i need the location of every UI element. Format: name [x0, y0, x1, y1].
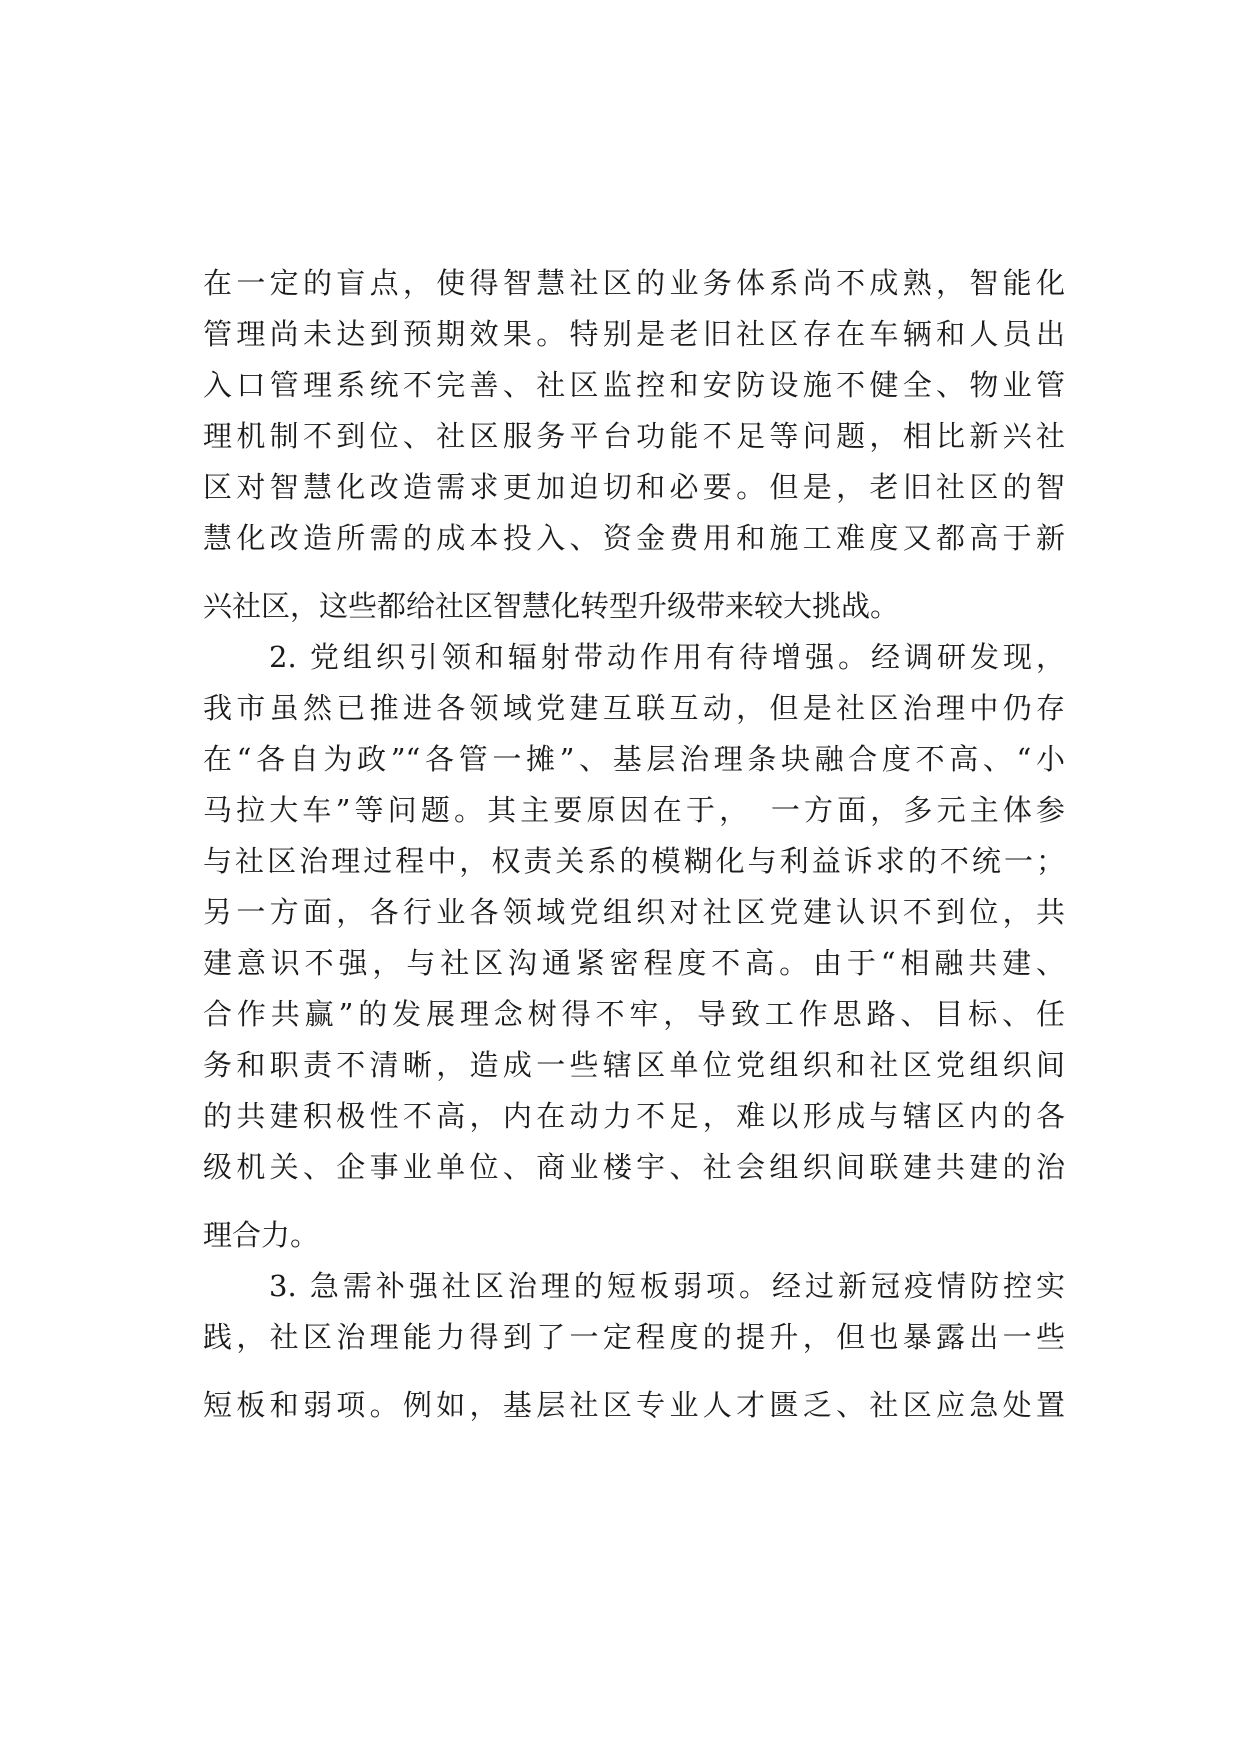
paragraph-2 [203, 632, 1065, 1261]
paragraph-3 [203, 1261, 1065, 1431]
text-line: 合作共赢”的发展理念树得不牢，导致工作思路、目标、任 [203, 997, 1065, 1031]
text-line: 的共建积极性不高，内在动力不足，难以形成与辖区内的各 [203, 1099, 1065, 1133]
text-line: 我市虽然已推进各领域党建互联互动，但是社区治理中仍存 [203, 691, 1065, 725]
text-line: 2. 党组织引领和辐射带动作用有待增强。经调研发现， [203, 640, 1065, 674]
text-line: 马拉大车”等问题。其主要原因在于， 一方面，多元主体参 [203, 793, 1065, 827]
text-line: 级机关、企事业单位、商业楼宇、社会组织间联建共建的治 [203, 1150, 1065, 1184]
text-line: 在一定的盲点，使得智慧社区的业务体系尚不成熟，智能化 [203, 266, 1065, 300]
text-line: 与社区治理过程中，权责关系的模糊化与利益诉求的不统一； [203, 844, 1065, 878]
text-line: 另一方面，各行业各领域党组织对社区党建认识不到位，共 [203, 895, 1065, 929]
text-line: 入口管理系统不完善、社区监控和安防设施不健全、物业管 [203, 368, 1065, 402]
text-line: 3. 急需补强社区治理的短板弱项。经过新冠疫情防控实 [203, 1269, 1065, 1303]
text-line: 管理尚未达到预期效果。特别是老旧社区存在车辆和人员出 [203, 317, 1065, 351]
text-line: 在“各自为政”“各管一摊”、基层治理条块融合度不高、“小 [203, 742, 1065, 776]
paragraph-1 [203, 258, 1065, 632]
text-line: 理合力。 [203, 1218, 320, 1252]
text-line: 兴社区，这些都给社区智慧化转型升级带来较大挑战。 [203, 589, 900, 623]
text-line: 践，社区治理能力得到了一定程度的提升，但也暴露出一些 [203, 1320, 1065, 1354]
body-text [203, 258, 1065, 1431]
text-line: 慧化改造所需的成本投入、资金费用和施工难度又都高于新 [203, 521, 1065, 555]
text-line: 务和职责不清晰，造成一些辖区单位党组织和社区党组织间 [203, 1048, 1065, 1082]
text-line: 理机制不到位、社区服务平台功能不足等问题，相比新兴社 [203, 419, 1065, 453]
text-line: 短板和弱项。例如，基层社区专业人才匮乏、社区应急处置 [203, 1388, 1065, 1422]
text-line: 区对智慧化改造需求更加迫切和必要。但是，老旧社区的智 [203, 470, 1065, 504]
text-line: 建意识不强，与社区沟通紧密程度不高。由于“相融共建、 [203, 946, 1065, 980]
